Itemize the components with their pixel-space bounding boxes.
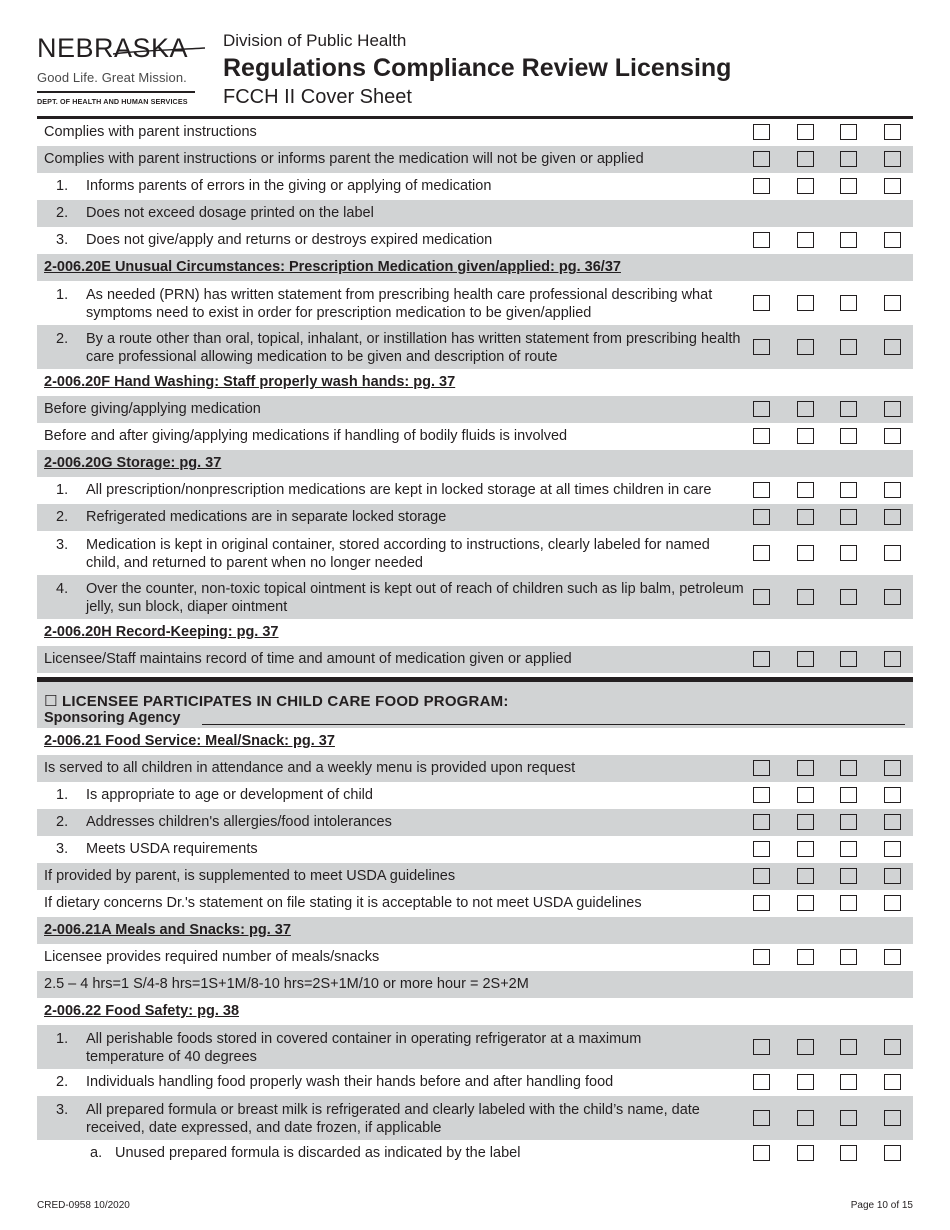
checkbox[interactable] [840,339,857,355]
checkbox[interactable] [797,1110,814,1126]
checkbox[interactable] [884,151,901,167]
row-text: Individuals handling food properly wash their hands before and after handling food [86,1074,614,1090]
checkbox[interactable] [797,232,814,248]
checklist-row [37,325,913,369]
section-heading: 2-006.20E Unusual Circumstances: Prescription Medication given/applied: pg. 36/37 [44,259,621,275]
checklist-row [37,1140,913,1167]
checkbox[interactable] [753,868,770,884]
checkbox[interactable] [753,232,770,248]
checkbox[interactable] [753,814,770,830]
item-number: 1. [56,287,69,303]
checkbox[interactable] [840,949,857,965]
item-number: 2. [56,509,69,525]
checkbox[interactable] [797,545,814,561]
checkbox[interactable] [753,509,770,525]
checkbox[interactable] [884,401,901,417]
page-title: Regulations Compliance Review Licensing [223,54,732,82]
checkbox[interactable] [884,1039,901,1055]
checkbox[interactable] [797,651,814,667]
checkbox[interactable] [797,814,814,830]
checkbox[interactable] [797,868,814,884]
checkbox[interactable] [797,178,814,194]
checklist-row [37,863,913,890]
checkbox[interactable] [797,895,814,911]
section-header-row [37,917,913,944]
checklist [37,119,913,1167]
row-text: All prepared formula or breast milk is refrigerated and clearly labeled with the child’s name, date received, date expressed, and date frozen, if applicable [86,1102,700,1136]
checkbox[interactable] [884,545,901,561]
page-subtitle: FCCH II Cover Sheet [223,86,412,108]
item-number: 1. [56,482,69,498]
row-text: Unused prepared formula is discarded as indicated by the label [115,1145,521,1161]
checkbox[interactable] [753,1074,770,1090]
nebraska-dhhs-logo [37,34,207,106]
checkbox[interactable] [840,814,857,830]
checklist-row [37,575,913,619]
checkbox[interactable] [753,545,770,561]
sponsoring-agency-field[interactable] [202,724,905,725]
checkbox[interactable] [840,787,857,803]
checklist-row [37,423,913,450]
row-text: All prescription/nonprescription medications are kept in locked storage at all times children in care [86,482,712,498]
row-text: Refrigerated medications are in separate locked storage [86,509,447,525]
food-program-checkbox[interactable]: ☐ [44,693,58,710]
checklist-row [37,944,913,971]
food-program-label: LICENSEE PARTICIPATES IN CHILD CARE FOOD PROGRAM: [62,693,509,710]
checkbox[interactable] [797,589,814,605]
checkbox[interactable] [840,295,857,311]
checkbox[interactable] [797,1145,814,1161]
checklist-row [37,281,913,325]
section-heading: 2-006.20H Record-Keeping: pg. 37 [44,624,279,640]
checkbox[interactable] [840,651,857,667]
row-text: Does not give/apply and returns or destroys expired medication [86,232,493,248]
checkbox[interactable] [753,895,770,911]
checkbox[interactable] [884,814,901,830]
form-id: CRED-0958 10/2020 [37,1200,130,1211]
checkbox[interactable] [884,895,901,911]
checklist-row [37,755,913,782]
checkbox[interactable] [840,124,857,140]
logo-wordmark: NEBRASKA [37,33,189,63]
item-number: 4. [56,581,69,597]
checkbox[interactable] [753,651,770,667]
checklist-row [37,809,913,836]
row-text: As needed (PRN) has written statement from prescribing health care professional describing what symptoms need to exist in order for prescription medication to be given/applied [86,287,713,321]
checkbox[interactable] [884,841,901,857]
row-text: Over the counter, non-toxic topical ointment is kept out of reach of children such as lip balm, petroleum jelly, sun block, diaper ointment [86,581,744,615]
checkbox[interactable] [797,509,814,525]
checkbox[interactable] [884,232,901,248]
checklist-row [37,146,913,173]
checkbox[interactable] [884,787,901,803]
checkbox[interactable] [840,178,857,194]
checklist-row [37,200,913,227]
row-text: Complies with parent instructions or informs parent the medication will not be given or applied [44,151,644,167]
item-number: 3. [56,232,69,248]
checkbox[interactable] [797,124,814,140]
checklist-row [37,531,913,575]
checkbox[interactable] [753,841,770,857]
checkbox[interactable] [753,151,770,167]
row-text: If provided by parent, is supplemented to meet USDA guidelines [44,868,456,884]
checkbox[interactable] [884,1110,901,1126]
section-heading: 2-006.20G Storage: pg. 37 [44,455,222,471]
section-heading: 2-006.22 Food Safety: pg. 38 [44,1003,240,1019]
section-heading: 2-006.20F Hand Washing: Staff properly wash hands: pg. 37 [44,374,456,390]
checklist-row [37,1069,913,1096]
checkbox[interactable] [797,428,814,444]
checkbox[interactable] [753,482,770,498]
checkbox[interactable] [884,589,901,605]
item-number: 3. [56,1102,69,1118]
checkbox[interactable] [753,295,770,311]
page-header [37,30,913,116]
checkbox[interactable] [840,151,857,167]
logo-divider [37,91,195,93]
checkbox[interactable] [753,339,770,355]
checklist-row [37,227,913,254]
sponsoring-agency-label: Sponsoring Agency [44,710,181,726]
checkbox[interactable] [753,178,770,194]
row-text: Informs parents of errors in the giving or applying of medication [86,178,492,194]
checklist-row [37,971,913,998]
header-titles [223,30,731,110]
checkbox[interactable] [884,339,901,355]
row-text: Is served to all children in attendance and a weekly menu is provided upon request [44,760,576,776]
item-number: 2. [56,205,69,221]
checkbox[interactable] [797,949,814,965]
checkbox[interactable] [797,295,814,311]
item-number: 3. [56,537,69,553]
row-text: Before giving/applying medication [44,401,261,417]
checkbox[interactable] [840,1110,857,1126]
checkbox[interactable] [797,339,814,355]
section-header-row [37,619,913,646]
checklist-row [37,396,913,423]
checklist-row [37,504,913,531]
checklist-row [37,836,913,863]
checkbox[interactable] [840,482,857,498]
checkbox[interactable] [884,509,901,525]
row-text: Complies with parent instructions [44,124,257,140]
item-number: 1. [56,178,69,194]
row-text: Meets USDA requirements [86,841,258,857]
checkbox[interactable] [753,428,770,444]
checkbox[interactable] [884,124,901,140]
checkbox[interactable] [840,1145,857,1161]
checklist-row [37,1096,913,1140]
checkbox[interactable] [797,1039,814,1055]
checkbox[interactable] [840,589,857,605]
checkbox[interactable] [753,949,770,965]
checkbox[interactable] [753,401,770,417]
row-text: Does not exceed dosage printed on the label [86,205,374,221]
row-text: Medication is kept in original container, stored according to instructions, clearly labeled for named child, and returned to parent when no longer needed [86,537,710,571]
row-text: By a route other than oral, topical, inhalant, or instillation has written statement from prescribing health care professional allowing medication to be given and description of route [86,331,741,365]
checklist-row [37,646,913,673]
checklist-row [37,890,913,917]
row-text: All perishable foods stored in covered container in operating refrigerator at a maximum temperature of 40 degrees [86,1031,642,1065]
item-number: 1. [56,1031,69,1047]
row-text: Is appropriate to age or development of child [86,787,373,803]
checkbox[interactable] [884,295,901,311]
food-program-title [44,692,509,710]
checkbox[interactable] [884,760,901,776]
item-number: 3. [56,841,69,857]
checkbox[interactable] [797,760,814,776]
page-number: Page 10 of 15 [850,1200,913,1211]
item-number: 2. [56,814,69,830]
checkbox[interactable] [884,949,901,965]
checkbox[interactable] [797,1074,814,1090]
checkbox[interactable] [797,841,814,857]
checkbox[interactable] [797,482,814,498]
checkbox[interactable] [840,232,857,248]
row-text: Licensee/Staff maintains record of time and amount of medication given or applied [44,651,572,667]
checkbox[interactable] [840,760,857,776]
row-text: Licensee provides required number of meals/snacks [44,949,380,965]
section-header-row [37,998,913,1025]
checkbox[interactable] [884,1145,901,1161]
row-text: Before and after giving/applying medications if handling of bodily fluids is involved [44,428,568,444]
logo-tagline: Good Life. Great Mission. [37,70,187,85]
checkbox[interactable] [840,1039,857,1055]
checkbox[interactable] [884,651,901,667]
item-number: 2. [56,1074,69,1090]
checklist-row [37,477,913,504]
checkbox[interactable] [753,589,770,605]
checkbox[interactable] [840,401,857,417]
checklist-row [37,782,913,809]
checklist-row [37,173,913,200]
checkbox[interactable] [753,1039,770,1055]
checkbox[interactable] [884,178,901,194]
checkbox[interactable] [840,895,857,911]
row-text: 2.5 – 4 hrs=1 S/4-8 hrs=1S+1M/8-10 hrs=2S+1M/10 or more hour = 2S+2M [44,976,529,992]
checkbox[interactable] [840,868,857,884]
checklist-row [37,1025,913,1069]
checkbox[interactable] [840,841,857,857]
checkbox[interactable] [753,124,770,140]
item-number: 1. [56,787,69,803]
checkbox[interactable] [884,868,901,884]
item-letter: a. [90,1145,103,1161]
checkbox[interactable] [840,509,857,525]
checkbox[interactable] [753,1145,770,1161]
section-header-row [37,369,913,396]
checkbox[interactable] [840,1074,857,1090]
checkbox[interactable] [884,1074,901,1090]
row-text: If dietary concerns Dr.'s statement on file stating it is acceptable to not meet USDA guidelines [44,895,642,911]
row-text: Addresses children's allergies/food intolerances [86,814,392,830]
section-header-row [37,450,913,477]
section-header-row [37,254,913,281]
section-heading: 2-006.21 Food Service: Meal/Snack: pg. 37 [44,733,335,749]
logo-dept-name: DEPT. OF HEALTH AND HUMAN SERVICES [37,96,188,106]
item-number: 2. [56,331,69,347]
food-program-box [37,682,913,728]
checkbox[interactable] [797,401,814,417]
checklist-row [37,119,913,146]
section-heading: 2-006.21A Meals and Snacks: pg. 37 [44,922,291,938]
checkbox[interactable] [753,787,770,803]
checkbox[interactable] [884,428,901,444]
checkbox[interactable] [797,787,814,803]
logo-swoosh-icon [113,44,205,60]
checkbox[interactable] [884,482,901,498]
checkbox[interactable] [753,760,770,776]
division-name: Division of Public Health [223,31,407,50]
section-header-row [37,728,913,755]
checkbox[interactable] [840,428,857,444]
checkbox[interactable] [753,1110,770,1126]
checkbox[interactable] [840,545,857,561]
checkbox[interactable] [797,151,814,167]
